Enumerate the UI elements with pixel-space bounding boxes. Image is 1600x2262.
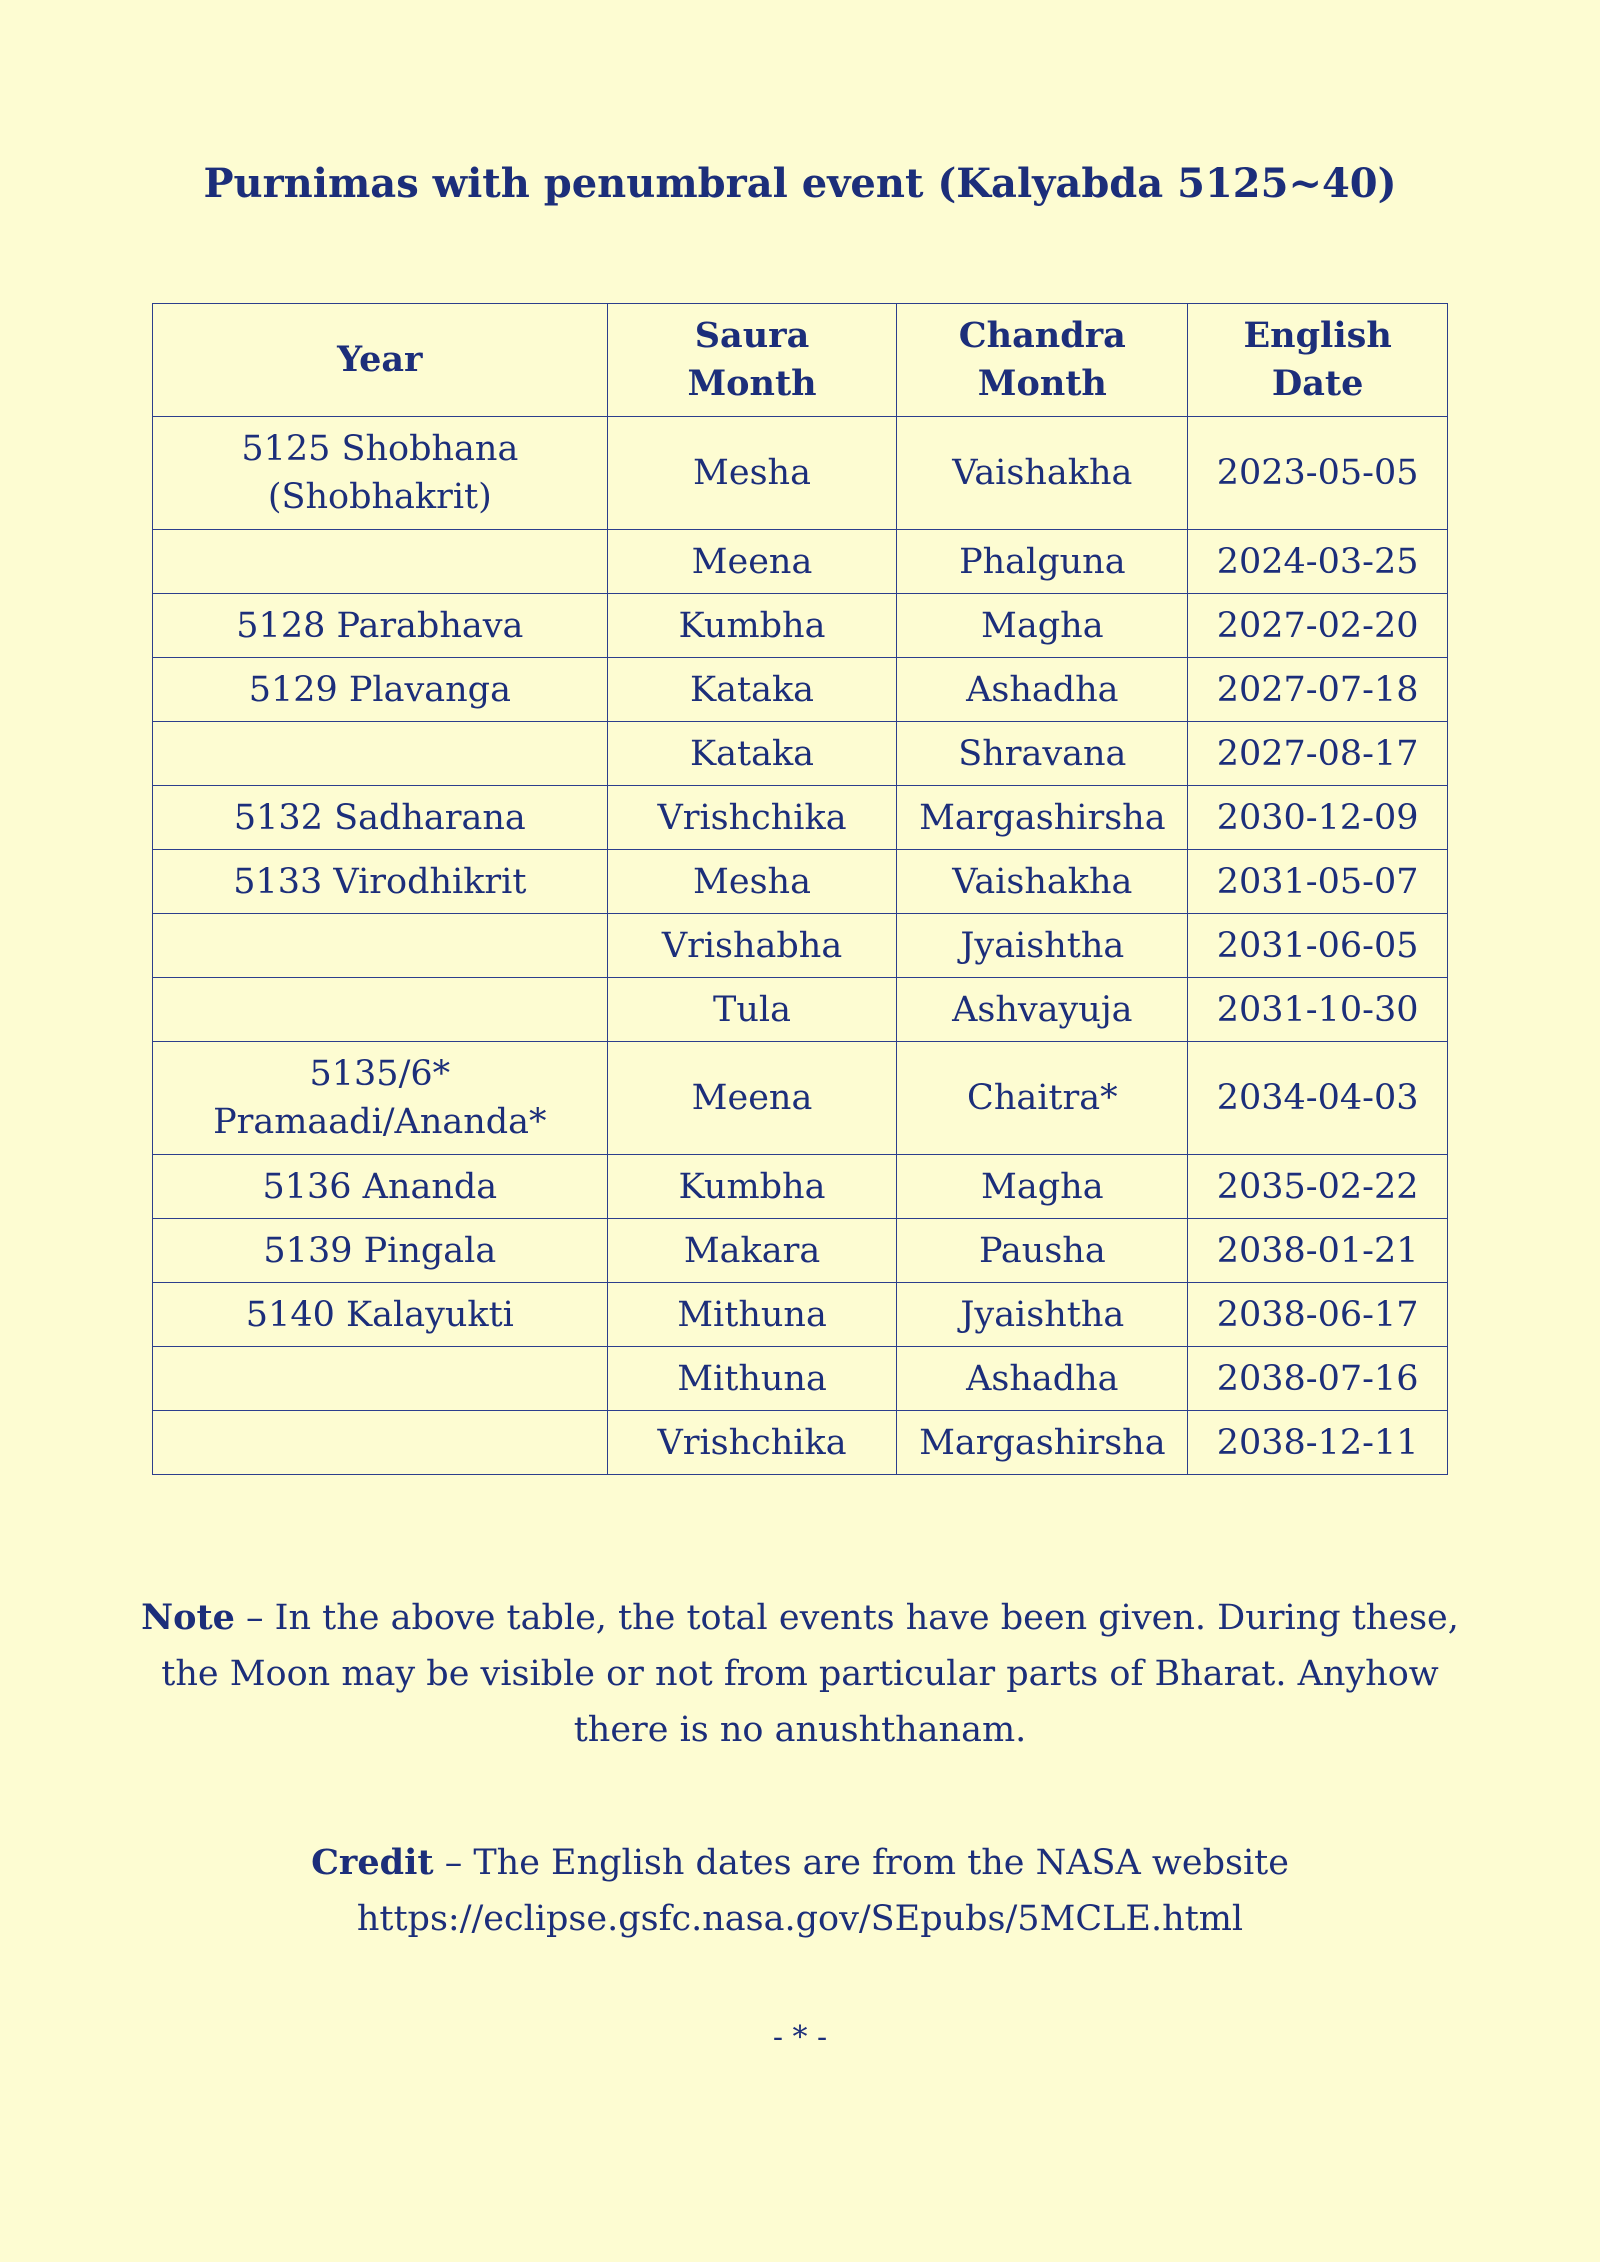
cell-saura-month: Mesha <box>607 417 897 530</box>
year-line: 5125 Shobhana <box>241 429 519 469</box>
header-year <box>153 304 608 417</box>
table-row <box>153 594 1448 658</box>
table-row <box>153 1411 1448 1475</box>
cell-english-date: 2038-07-16 <box>1188 1347 1448 1411</box>
credit-paragraph <box>140 1835 1460 1947</box>
year-line: 5135/6* <box>309 1054 451 1094</box>
cell-year <box>153 978 608 1042</box>
year-line: 5139 Pingala <box>263 1230 497 1271</box>
cell-saura-month: Mithuna <box>607 1283 897 1347</box>
header-chandra-line-2: Month <box>977 363 1107 404</box>
cell-year <box>153 1155 608 1219</box>
cell-saura-month: Kumbha <box>607 594 897 658</box>
cell-year <box>153 1347 608 1411</box>
cell-year <box>153 417 608 530</box>
cell-year <box>153 530 608 594</box>
cell-saura-month: Vrishabha <box>607 914 897 978</box>
cell-year <box>153 1411 608 1475</box>
cell-year <box>153 658 608 722</box>
cell-chandra-month: Margashirsha <box>897 786 1188 850</box>
cell-english-date: 2023-05-05 <box>1188 417 1448 530</box>
cell-saura-month: Kumbha <box>607 1155 897 1219</box>
header-saura-line-1: Saura <box>694 315 810 356</box>
table-row <box>153 1347 1448 1411</box>
credit-label: Credit <box>311 1842 434 1883</box>
cell-year <box>153 594 608 658</box>
cell-chandra-month: Vaishakha <box>897 850 1188 914</box>
cell-chandra-month: Magha <box>897 1155 1188 1219</box>
table-row <box>153 914 1448 978</box>
cell-saura-month: Meena <box>607 1042 897 1155</box>
cell-english-date: 2027-02-20 <box>1188 594 1448 658</box>
cell-year <box>153 850 608 914</box>
end-mark: - * - <box>772 2020 828 2055</box>
table-row <box>153 1219 1448 1283</box>
table-row <box>153 530 1448 594</box>
table-row <box>153 1155 1448 1219</box>
cell-english-date: 2038-06-17 <box>1188 1283 1448 1347</box>
cell-saura-month: Kataka <box>607 658 897 722</box>
cell-english-date: 2038-12-11 <box>1188 1411 1448 1475</box>
cell-english-date: 2027-08-17 <box>1188 722 1448 786</box>
cell-chandra-month: Vaishakha <box>897 417 1188 530</box>
header-english-date <box>1188 304 1448 417</box>
year-line: 5132 Sadharana <box>233 797 526 838</box>
cell-english-date: 2031-10-30 <box>1188 978 1448 1042</box>
cell-chandra-month: Shravana <box>897 722 1188 786</box>
cell-english-date: 2031-05-07 <box>1188 850 1448 914</box>
cell-english-date: 2031-06-05 <box>1188 914 1448 978</box>
cell-year <box>153 914 608 978</box>
header-english-line-1: English <box>1243 315 1392 356</box>
year-line: 5140 Kalayukti <box>245 1294 514 1335</box>
cell-chandra-month: Jyaishtha <box>897 914 1188 978</box>
cell-chandra-month: Pausha <box>897 1219 1188 1283</box>
cell-english-date: 2034-04-03 <box>1188 1042 1448 1155</box>
note-text: – In the above table, the total events have been given. During these, the Moon may be visible or not from particular parts of Bharat. Anyhow there is no anushthanam. <box>161 1598 1459 1750</box>
header-year-line: Year <box>337 339 423 380</box>
note-label: Note <box>141 1597 235 1638</box>
cell-saura-month: Vrishchika <box>607 1411 897 1475</box>
cell-saura-month: Mithuna <box>607 1347 897 1411</box>
cell-saura-month: Meena <box>607 530 897 594</box>
purnima-table <box>152 303 1448 1475</box>
cell-english-date: 2035-02-22 <box>1188 1155 1448 1219</box>
cell-english-date: 2027-07-18 <box>1188 658 1448 722</box>
cell-year <box>153 786 608 850</box>
table-row <box>153 1283 1448 1347</box>
table-row <box>153 658 1448 722</box>
cell-chandra-month: Margashirsha <box>897 1411 1188 1475</box>
table-row <box>153 1042 1448 1155</box>
year-line: 5128 Parabhava <box>236 605 524 646</box>
cell-chandra-month: Chaitra* <box>897 1042 1188 1155</box>
year-line: 5133 Virodhikrit <box>233 861 527 902</box>
header-english-line-2: Date <box>1271 363 1364 404</box>
cell-english-date: 2024-03-25 <box>1188 530 1448 594</box>
cell-chandra-month: Ashadha <box>897 658 1188 722</box>
cell-saura-month: Tula <box>607 978 897 1042</box>
cell-saura-month: Mesha <box>607 850 897 914</box>
cell-saura-month: Vrishchika <box>607 786 897 850</box>
table-row <box>153 786 1448 850</box>
cell-english-date: 2030-12-09 <box>1188 786 1448 850</box>
year-line: Pramaadi/Ananda* <box>213 1102 547 1142</box>
cell-chandra-month: Phalguna <box>897 530 1188 594</box>
credit-text: – The English dates are from the NASA website <box>433 1843 1289 1883</box>
header-chandra-line-1: Chandra <box>958 315 1126 356</box>
cell-chandra-month: Ashvayuja <box>897 978 1188 1042</box>
page-title: Purnimas with penumbral event (Kalyabda 5125~40) <box>203 160 1397 207</box>
cell-year <box>153 722 608 786</box>
year-line: 5129 Plavanga <box>248 669 511 710</box>
credit-url[interactable]: https://eclipse.gsfc.nasa.gov/SEpubs/5MCLE.html <box>356 1899 1244 1939</box>
note-paragraph <box>140 1590 1460 1758</box>
table-row <box>153 722 1448 786</box>
table-row <box>153 850 1448 914</box>
table-header-row <box>153 304 1448 417</box>
cell-chandra-month: Magha <box>897 594 1188 658</box>
table-row <box>153 978 1448 1042</box>
header-chandra-month <box>897 304 1188 417</box>
year-line: 5136 Ananda <box>262 1166 498 1207</box>
year-line: (Shobhakrit) <box>267 477 492 517</box>
cell-chandra-month: Jyaishtha <box>897 1283 1188 1347</box>
cell-saura-month: Makara <box>607 1219 897 1283</box>
cell-year <box>153 1042 608 1155</box>
cell-year <box>153 1283 608 1347</box>
header-saura-line-2: Month <box>687 363 817 404</box>
cell-chandra-month: Ashadha <box>897 1347 1188 1411</box>
cell-year <box>153 1219 608 1283</box>
cell-english-date: 2038-01-21 <box>1188 1219 1448 1283</box>
table-row <box>153 417 1448 530</box>
header-saura-month <box>607 304 897 417</box>
cell-saura-month: Kataka <box>607 722 897 786</box>
